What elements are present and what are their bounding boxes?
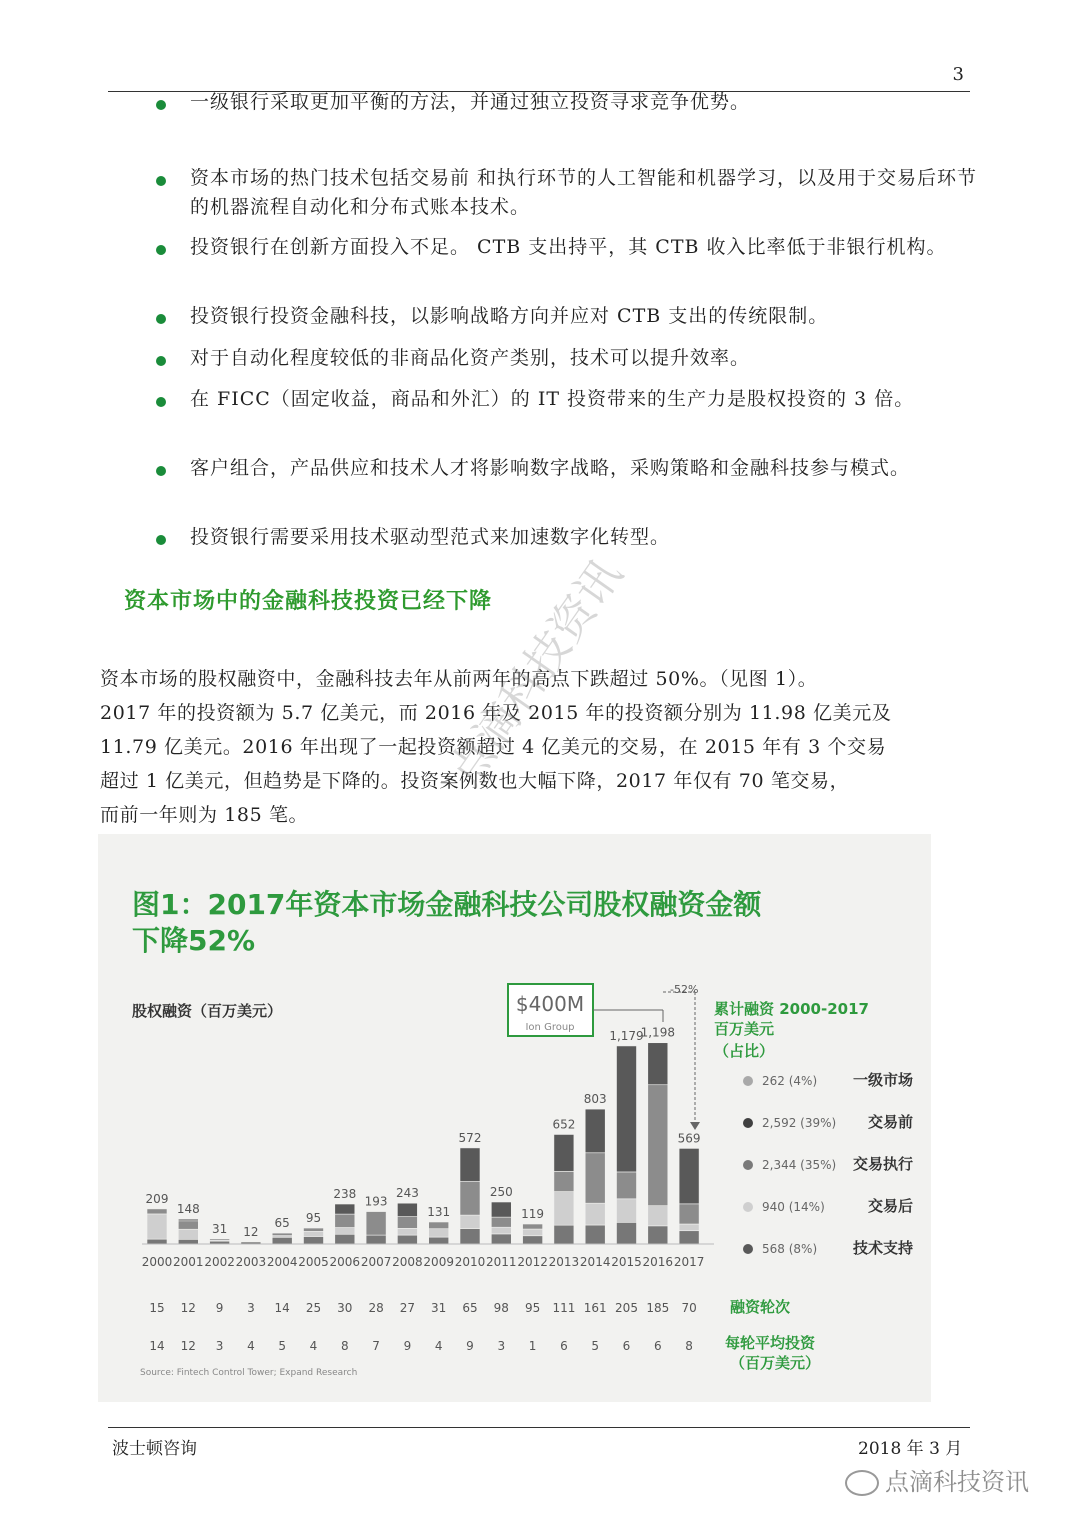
bar-segment <box>272 1233 292 1236</box>
x-tick-label: 2006 <box>329 1255 361 1269</box>
bar-segment <box>617 1046 637 1172</box>
x-tick-label: 2000 <box>141 1255 173 1269</box>
bar-segment <box>304 1236 324 1244</box>
x-tick-label: 2017 <box>673 1255 705 1269</box>
bullet-item: 投资银行需要采用技术驱动型范式来加速数字化转型。 <box>190 526 671 548</box>
x-tick-label: 2003 <box>235 1255 267 1269</box>
bar-total-label: 250 <box>489 1185 513 1199</box>
bar-segment <box>460 1229 480 1244</box>
bar-segment <box>178 1239 198 1244</box>
paragraph-line: 2017 年的投资额为 5.7 亿美元，而 2016 年及 2015 年的投资额分别为 11.98 亿美元及 <box>100 702 892 724</box>
figure-1 <box>98 834 931 1402</box>
bar-segment <box>585 1225 605 1244</box>
avg-value: 3 <box>215 1339 224 1353</box>
bullet-dot <box>156 100 166 110</box>
bar-segment <box>335 1214 355 1227</box>
bullet-item: 在 FICC（固定收益，商品和外汇）的 IT 投资带来的生产力是股权投资的 3 倍。 <box>190 388 915 410</box>
chat-bubble-icon <box>845 1470 879 1496</box>
bar-segment <box>335 1228 355 1235</box>
bar-segment <box>679 1224 699 1231</box>
bar-total-label: 119 <box>521 1207 545 1222</box>
x-tick-label: 2010 <box>454 1255 486 1269</box>
footer-publisher: 波士顿咨询 <box>112 1439 197 1459</box>
change-label: -52% <box>670 983 699 996</box>
legend-value: 2,592 (39%) <box>762 1116 837 1130</box>
bullet-item: 投资银行在创新方面投入不足。 CTB 支出持平，其 CTB 收入比率低于非银行机构。 <box>190 236 947 258</box>
avg-value: 9 <box>466 1339 474 1353</box>
bullet-item: 一级银行采取更加平衡的方法，并通过独立投资寻求竞争优势。 <box>190 91 751 113</box>
rounds-value: 9 <box>215 1301 224 1315</box>
legend-label: 交易前 <box>867 1113 913 1131</box>
legend-label: 交易执行 <box>852 1155 913 1173</box>
bullet-item: 资本市场的热门技术包括交易前 和执行环节的人工智能和机器学习，以及用于交易后环节的机器流程自动化和分布式账本技术。 <box>190 167 978 218</box>
bar-segment <box>335 1234 355 1244</box>
bar-segment <box>491 1202 511 1217</box>
avg-value: 9 <box>403 1339 412 1353</box>
bar-segment <box>397 1228 417 1235</box>
bullet-dot <box>156 397 166 407</box>
bullet-dot <box>156 314 166 324</box>
bar-segment <box>460 1215 480 1228</box>
legend-label: 技术支持 <box>852 1239 913 1257</box>
bar-total-label: 209 <box>145 1191 169 1206</box>
rounds-value: 205 <box>615 1301 638 1315</box>
funding-chart <box>98 834 931 1402</box>
bar-segment <box>178 1219 198 1221</box>
avg-value: 7 <box>372 1339 380 1353</box>
bar-segment <box>178 1229 198 1239</box>
avg-value: 6 <box>560 1339 568 1353</box>
bar-segment <box>178 1221 198 1229</box>
x-tick-label: 2008 <box>392 1255 423 1269</box>
bar-segment <box>429 1222 449 1229</box>
bar-segment <box>272 1237 292 1244</box>
bar-total-label: 95 <box>305 1211 322 1226</box>
avg-value: 8 <box>340 1339 349 1353</box>
bar-total-label: 131 <box>427 1204 451 1219</box>
legend-swatch <box>743 1202 753 1212</box>
paragraph-line: 资本市场的股权融资中，金融科技去年从前两年的高点下跌超过 50%。（见图 1）。 <box>100 668 818 690</box>
bar-segment <box>304 1231 324 1236</box>
rounds-value: 15 <box>149 1301 165 1315</box>
avg-value: 4 <box>434 1339 443 1353</box>
rounds-value: 28 <box>368 1301 384 1315</box>
x-tick-label: 2002 <box>204 1255 235 1269</box>
bar-segment <box>554 1192 574 1226</box>
bar-segment <box>679 1231 699 1244</box>
bullet-dot <box>156 176 166 186</box>
bar-total-label: 803 <box>583 1092 607 1107</box>
bullet-dot <box>156 245 166 255</box>
bar-total-label: 1,179 <box>609 1028 644 1043</box>
avg-value: 4 <box>247 1339 255 1353</box>
bar-segment <box>366 1212 386 1236</box>
legend-value: 940 (14%) <box>762 1200 825 1214</box>
x-tick-label: 2001 <box>173 1255 204 1269</box>
bar-segment <box>335 1204 355 1214</box>
x-tick-label: 2007 <box>360 1255 392 1269</box>
bar-segment <box>429 1237 449 1244</box>
bar-segment <box>491 1234 511 1244</box>
rounds-value: 31 <box>431 1301 447 1315</box>
bar-segment <box>304 1228 324 1231</box>
x-tick-label: 2015 <box>611 1255 642 1269</box>
paragraph-line: 而前一年则为 185 笔。 <box>100 804 309 826</box>
callout-sub: Ion Group <box>525 1022 575 1033</box>
brand-name: 点滴科技资讯 <box>885 1468 1029 1496</box>
legend-swatch <box>743 1244 753 1254</box>
x-tick-label: 2012 <box>517 1255 548 1269</box>
rounds-value: 95 <box>524 1301 541 1315</box>
legend-value: 568 (8%) <box>762 1242 818 1256</box>
rounds-value: 161 <box>583 1301 607 1315</box>
legend-value: 2,344 (35%) <box>762 1158 837 1172</box>
rounds-value: 111 <box>552 1301 576 1315</box>
avg-value: 12 <box>180 1339 196 1353</box>
bar-segment <box>523 1224 543 1229</box>
bar-total-label: 1,198 <box>640 1025 675 1040</box>
bar-segment <box>648 1085 668 1206</box>
rounds-value: 30 <box>337 1301 353 1315</box>
avg-value: 4 <box>309 1339 318 1353</box>
bar-total-label: 193 <box>364 1194 388 1209</box>
brand-watermark <box>845 1462 1029 1497</box>
bar-segment <box>491 1217 511 1227</box>
avg-value: 1 <box>528 1339 537 1353</box>
paragraph-line: 超过 1 亿美元，但趋势是下降的。投资案例数也大幅下降，2017 年仅有 70 笔交易， <box>100 770 850 792</box>
bar-segment <box>585 1203 605 1225</box>
avg-value: 3 <box>497 1339 506 1353</box>
bar-segment <box>585 1109 605 1153</box>
bar-segment <box>397 1235 417 1244</box>
x-tick-label: 2014 <box>579 1255 611 1269</box>
avg-value: 6 <box>622 1339 631 1353</box>
bar-segment <box>210 1239 230 1240</box>
x-tick-label: 2009 <box>423 1255 454 1269</box>
bar-segment <box>397 1217 417 1229</box>
bar-segment <box>554 1171 574 1191</box>
page-number: 3 <box>952 64 964 85</box>
x-tick-label: 2011 <box>486 1255 517 1269</box>
avg-value: 6 <box>653 1339 662 1353</box>
bar-segment <box>523 1229 543 1236</box>
bar-group <box>142 1026 714 1353</box>
y-axis-label: 股权融资（百万美元） <box>132 1002 283 1020</box>
bar-segment <box>617 1222 637 1244</box>
bar-segment <box>491 1227 511 1234</box>
bar-total-label: 572 <box>458 1130 482 1145</box>
bar-segment <box>523 1236 543 1244</box>
avg-label-1: 每轮平均投资 <box>725 1334 816 1352</box>
bullet-item: 对于自动化程度较低的非商品化资产类别，技术可以提升效率。 <box>190 347 751 369</box>
bar-total-label: 65 <box>274 1216 290 1231</box>
cumulative-title-2: 百万美元 <box>714 1020 775 1038</box>
rounds-value: 14 <box>274 1301 290 1315</box>
bar-segment <box>679 1148 699 1203</box>
x-tick-label: 2005 <box>298 1255 329 1269</box>
bar-segment <box>460 1148 480 1182</box>
rounds-label: 融资轮次 <box>730 1298 791 1316</box>
bar-segment <box>648 1226 668 1244</box>
bar-segment <box>585 1153 605 1203</box>
bar-segment <box>366 1235 386 1244</box>
rounds-value: 25 <box>305 1301 322 1315</box>
bar-segment <box>460 1182 480 1216</box>
rounds-value: 27 <box>399 1301 416 1315</box>
footer-rule <box>108 1427 970 1428</box>
cumulative-title-3: （占比） <box>714 1042 775 1060</box>
bar-segment <box>397 1203 417 1216</box>
cumulative-title-1: 累计融资 2000-2017 <box>714 1000 869 1018</box>
bar-total-label: 652 <box>552 1117 576 1132</box>
x-tick-label: 2004 <box>266 1255 298 1269</box>
footer-date: 2018 年 3 月 <box>858 1439 963 1459</box>
bar-segment <box>648 1043 668 1085</box>
legend-label: 一级市场 <box>852 1071 913 1089</box>
legend-swatch <box>743 1160 753 1170</box>
legend-value: 262 (4%) <box>762 1074 818 1088</box>
avg-value: 8 <box>685 1339 693 1353</box>
section-heading: 资本市场中的金融科技投资已经下降 <box>124 588 493 614</box>
bar-segment <box>679 1204 699 1224</box>
legend-swatch <box>743 1118 753 1128</box>
bar-segment <box>429 1229 449 1237</box>
bar-segment <box>147 1209 167 1214</box>
bar-segment <box>648 1206 668 1226</box>
bar-segment <box>617 1172 637 1199</box>
bar-total-label: 243 <box>395 1186 419 1201</box>
source-note: Source: Fintech Control Tower; Expand Research <box>140 1368 358 1378</box>
change-arrow <box>690 1122 700 1130</box>
avg-label-2: （百万美元） <box>730 1354 821 1372</box>
avg-value: 5 <box>278 1339 287 1353</box>
bullet-item: 投资银行投资金融科技，以影响战略方向并应对 CTB 支出的传统限制。 <box>190 305 829 327</box>
chart-title-line1: 图1：2017年资本市场金融科技公司股权融资金额 <box>132 888 762 921</box>
bar-segment <box>147 1214 167 1239</box>
legend <box>743 1071 913 1257</box>
bullet-dot <box>156 535 166 545</box>
bullet-dot <box>156 356 166 366</box>
bar-segment <box>147 1239 167 1244</box>
bar-total-label: 148 <box>176 1202 200 1217</box>
rounds-value: 65 <box>462 1301 478 1315</box>
x-tick-label: 2013 <box>548 1255 580 1269</box>
legend-swatch <box>743 1076 753 1086</box>
avg-value: 14 <box>149 1339 165 1353</box>
bullet-item: 客户组合，产品供应和技术人才将影响数字战略，采购策略和金融科技参与模式。 <box>190 457 911 479</box>
rounds-value: 70 <box>681 1301 697 1315</box>
bar-total-label: 31 <box>211 1221 228 1236</box>
avg-value: 5 <box>591 1339 600 1353</box>
bar-total-label: 12 <box>243 1224 259 1239</box>
x-tick-label: 2016 <box>642 1255 674 1269</box>
bar-segment <box>554 1134 574 1171</box>
rounds-value: 185 <box>646 1301 670 1315</box>
bar-total-label: 238 <box>333 1187 357 1202</box>
legend-label: 交易后 <box>867 1197 913 1215</box>
rounds-value: 3 <box>247 1301 255 1315</box>
chart-title-line2: 下降52% <box>132 924 256 957</box>
callout-value: $400M <box>515 992 585 1016</box>
bar-total-label: 569 <box>677 1131 701 1146</box>
watermark-text: 点滴科技资讯 <box>439 550 633 796</box>
rounds-value: 12 <box>180 1301 196 1315</box>
bar-segment <box>554 1225 574 1244</box>
bullet-dot <box>156 466 166 476</box>
bar-segment <box>617 1199 637 1223</box>
paragraph-line: 11.79 亿美元。2016 年出现了一起投资额超过 4 亿美元的交易，在 2015 年有 3 个交易 <box>100 736 887 758</box>
rounds-value: 98 <box>493 1301 509 1315</box>
